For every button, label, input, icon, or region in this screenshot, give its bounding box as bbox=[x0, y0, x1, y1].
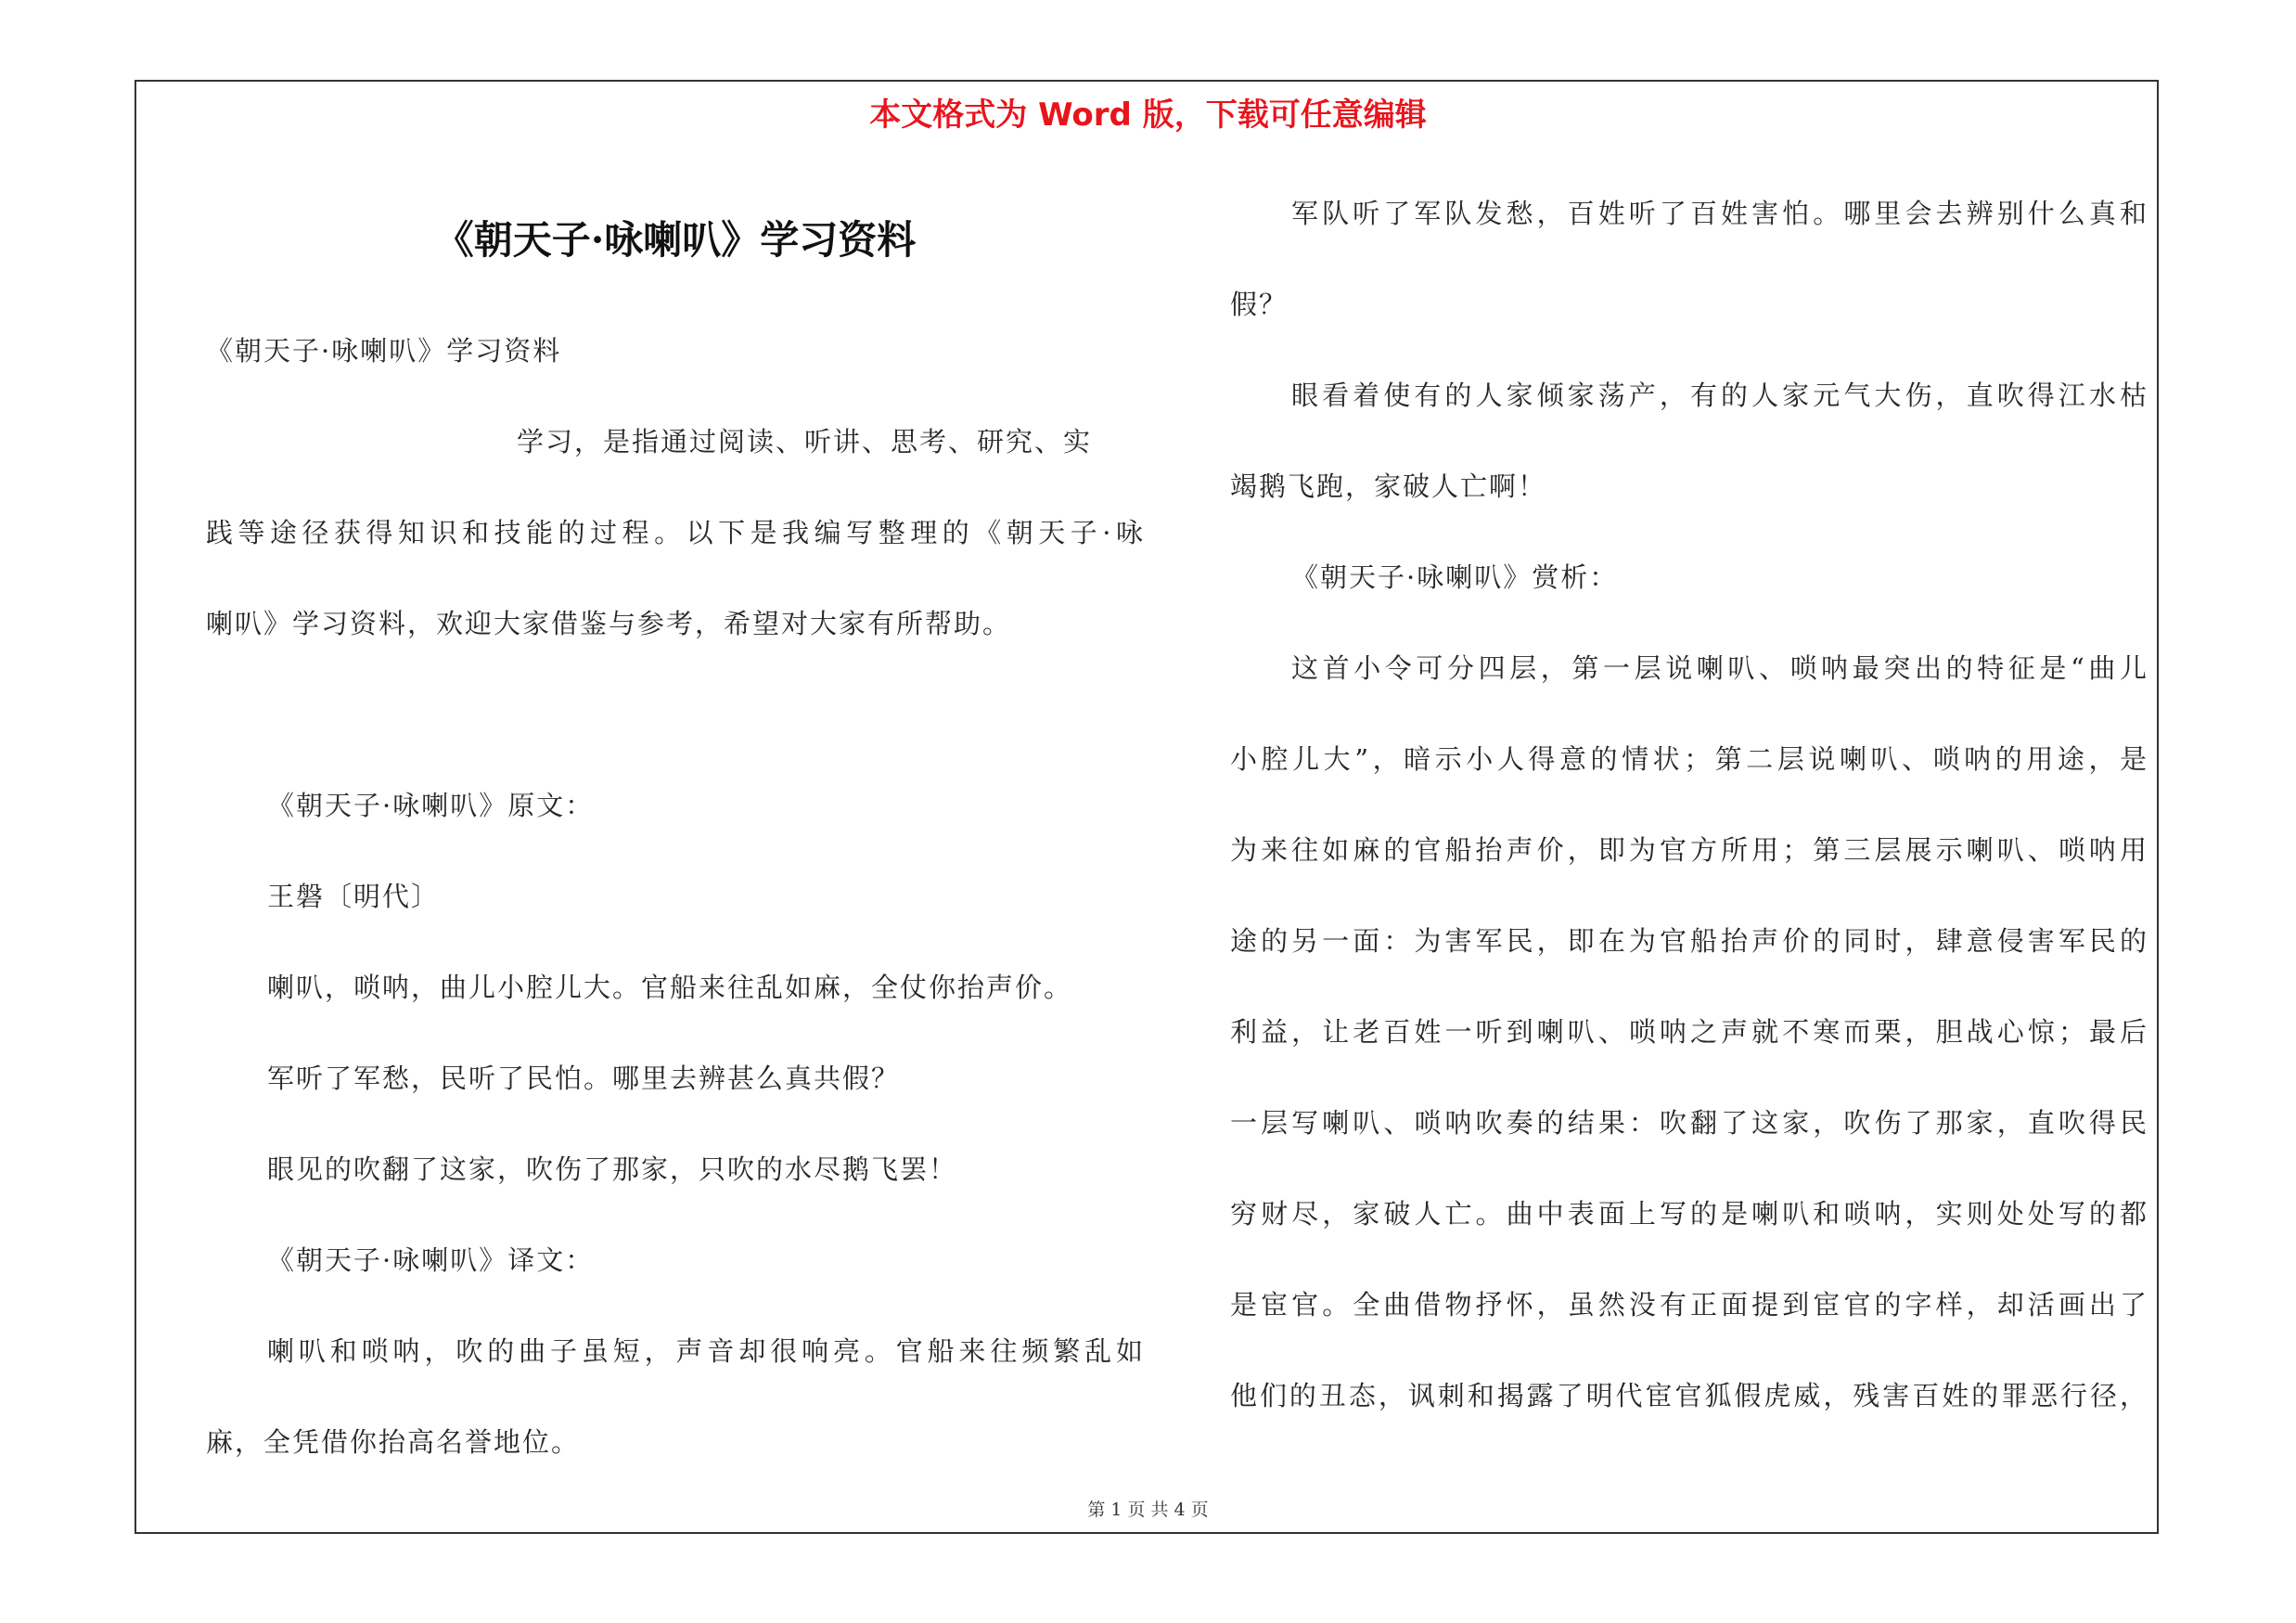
right-line-10: 利益，让老百姓一听到喇叭、唢呐之声就不寒而栗，胆战心惊；最后 bbox=[1230, 1016, 2148, 1048]
left-line-intro-2: 践等途径获得知识和技能的过程。以下是我编写整理的《朝天子·咏 bbox=[206, 517, 1145, 548]
right-line-3: 眼看着使有的人家倾家荡产，有的人家元气大伤，直吹得江水枯 bbox=[1291, 380, 2148, 411]
right-line-7: 小腔儿大”，暗示小人得意的情状；第二层说喇叭、唢呐的用途，是 bbox=[1230, 743, 2148, 775]
left-line-author: 王磐〔明代〕 bbox=[267, 881, 441, 912]
right-line-11: 一层写喇叭、唢呐吹奏的结果：吹翻了这家，吹伤了那家，直吹得民 bbox=[1230, 1107, 2148, 1139]
right-line-1: 军队听了军队发愁，百姓听了百姓害怕。哪里会去辨别什么真和 bbox=[1291, 198, 2148, 229]
right-line-12: 穷财尽，家破人亡。曲中表面上写的是喇叭和唢呐，实则处处写的都 bbox=[1230, 1198, 2148, 1230]
left-line-translation-1: 喇叭和唢呐，吹的曲子虽短，声音却很响亮。官船来往频繁乱如 bbox=[267, 1335, 1145, 1367]
right-line-6: 这首小令可分四层，第一层说喇叭、唢呐最突出的特征是“曲儿 bbox=[1291, 652, 2148, 684]
left-line-translation-2: 麻，全凭借你抬高名誉地位。 bbox=[206, 1426, 581, 1458]
right-line-9: 途的另一面：为害军民，即在为官船抬声价的同时，肆意侵害军民的 bbox=[1230, 925, 2148, 957]
left-line-original-heading: 《朝天子·咏喇叭》原文： bbox=[267, 790, 595, 821]
left-line-poem-3: 眼见的吹翻了这家，吹伤了那家，只吹的水尽鹅飞罢！ bbox=[267, 1153, 958, 1185]
left-line-intro-1: 学习，是指通过阅读、听讲、思考、研究、实 bbox=[517, 426, 1093, 457]
left-line-poem-1: 喇叭，唢呐，曲儿小腔儿大。官船来往乱如麻，全仗你抬声价。 bbox=[267, 972, 1073, 1003]
left-line-intro-3: 喇叭》学习资料，欢迎大家借鉴与参考，希望对大家有所帮助。 bbox=[206, 608, 1012, 639]
left-line-translation-heading: 《朝天子·咏喇叭》译文： bbox=[267, 1244, 595, 1276]
right-line-14: 他们的丑态，讽刺和揭露了明代宦官狐假虎威，残害百姓的罪恶行径， bbox=[1230, 1380, 2148, 1411]
page-number-footer: 第 1 页 共 4 页 bbox=[1087, 1500, 1209, 1520]
editable-notice-banner: 本文格式为 Word 版，下载可任意编辑 bbox=[869, 97, 1427, 134]
right-line-appreciation-heading: 《朝天子·咏喇叭》赏析： bbox=[1291, 561, 1619, 593]
right-line-8: 为来往如麻的官船抬声价，即为官方所用；第三层展示喇叭、唢呐用 bbox=[1230, 834, 2148, 866]
right-line-13: 是宦官。全曲借物抒怀，虽然没有正面提到宦官的字样，却活画出了 bbox=[1230, 1289, 2148, 1320]
right-line-4: 竭鹅飞跑，家破人亡啊！ bbox=[1230, 470, 1547, 502]
left-line-subtitle: 《朝天子·咏喇叭》学习资料 bbox=[206, 335, 562, 367]
right-line-2: 假？ bbox=[1230, 289, 1289, 320]
left-line-poem-2: 军听了军愁，民听了民怕。哪里去辨甚么真共假？ bbox=[267, 1063, 901, 1094]
document-title: 《朝天子·咏喇叭》学习资料 bbox=[434, 217, 917, 263]
